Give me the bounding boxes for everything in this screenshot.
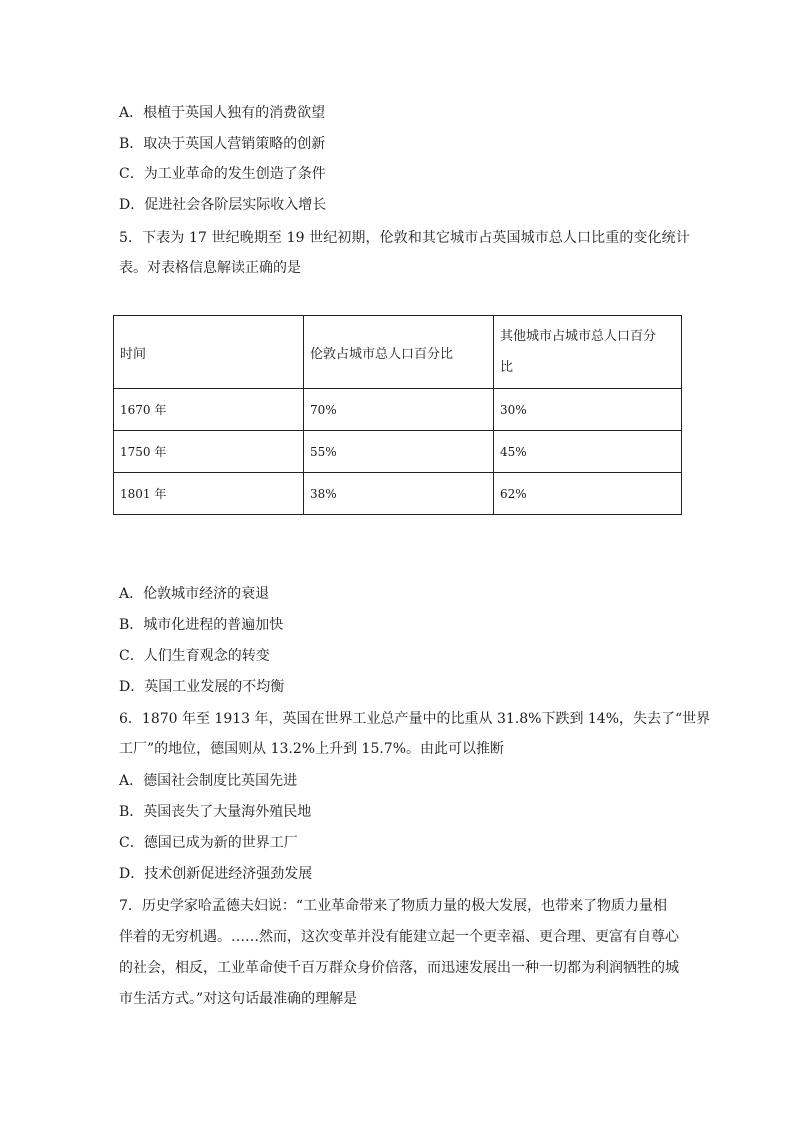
header-london-percent: 伦敦占城市总人口百分比 xyxy=(304,316,494,389)
q5-stem-line-1: 5．下表为 17 世纪晚期至 19 世纪初期，伦敦和其它城市占英国城市总人口比重的变化统计 xyxy=(119,230,690,246)
q7-stem-line-4: 市生活方式。”对这句话最准确的理解是 xyxy=(119,991,358,1007)
q5-option-b: B．城市化进程的普遍加快 xyxy=(119,617,284,633)
cell-year: 1670 年 xyxy=(114,389,304,431)
q7-stem-line-2: 伴着的无穷机遇。……然而，这次变革并没有能建立起一个更幸福、更合理、更富有自尊心 xyxy=(119,929,679,945)
header-other-line-1: 其他城市占城市总人口百分 xyxy=(500,329,657,344)
table-header-row xyxy=(114,316,682,389)
q4-option-c: C．为工业革命的发生创造了条件 xyxy=(119,166,326,182)
population-table xyxy=(113,315,682,515)
q6-option-c: C．德国已成为新的世界工厂 xyxy=(119,835,298,851)
q4-option-d: D．促进社会各阶层实际收入增长 xyxy=(119,197,327,213)
table-row xyxy=(114,473,682,515)
cell-london: 55% xyxy=(304,431,494,473)
cell-other: 30% xyxy=(494,389,682,431)
q7-stem-line-1: 7．历史学家哈孟德夫妇说：“工业革命带来了物质力量的极大发展，也带来了物质力量相 xyxy=(119,898,668,914)
cell-london: 38% xyxy=(304,473,494,515)
header-other-cities-percent xyxy=(494,316,682,389)
q5-option-c: C．人们生育观念的转变 xyxy=(119,648,270,664)
cell-london: 70% xyxy=(304,389,494,431)
header-other-line-2: 比 xyxy=(500,360,514,375)
q6-option-a: A．德国社会制度比英国先进 xyxy=(119,773,298,789)
q5-option-d: D．英国工业发展的不均衡 xyxy=(119,679,285,695)
q7-stem-line-3: 的社会，相反，工业革命使千百万群众身价倍落，而迅速发展出一种一切都为利润牺牲的城 xyxy=(119,960,679,976)
cell-other: 62% xyxy=(494,473,682,515)
q6-option-b: B．英国丧失了大量海外殖民地 xyxy=(119,804,312,820)
table-row xyxy=(114,431,682,473)
q6-stem-line-1: 6．1870 年至 1913 年，英国在世界工业总产量中的比重从 31.8%下跌到 14%，失去了“世界 xyxy=(119,711,711,727)
table-row xyxy=(114,389,682,431)
q5-stem-line-2: 表。对表格信息解读正确的是 xyxy=(119,260,301,276)
q5-option-a: A．伦敦城市经济的衰退 xyxy=(119,586,270,602)
cell-other: 45% xyxy=(494,431,682,473)
q6-stem-line-2: 工厂”的地位，德国则从 13.2%上升到 15.7%。由此可以推断 xyxy=(119,741,505,757)
cell-year: 1801 年 xyxy=(114,473,304,515)
cell-year: 1750 年 xyxy=(114,431,304,473)
q4-option-b: B．取决于英国人营销策略的创新 xyxy=(119,136,326,152)
q6-option-d: D．技术创新促进经济强劲发展 xyxy=(119,866,313,882)
q4-option-a: A．根植于英国人独有的消费欲望 xyxy=(119,105,326,121)
header-time: 时间 xyxy=(114,316,304,389)
